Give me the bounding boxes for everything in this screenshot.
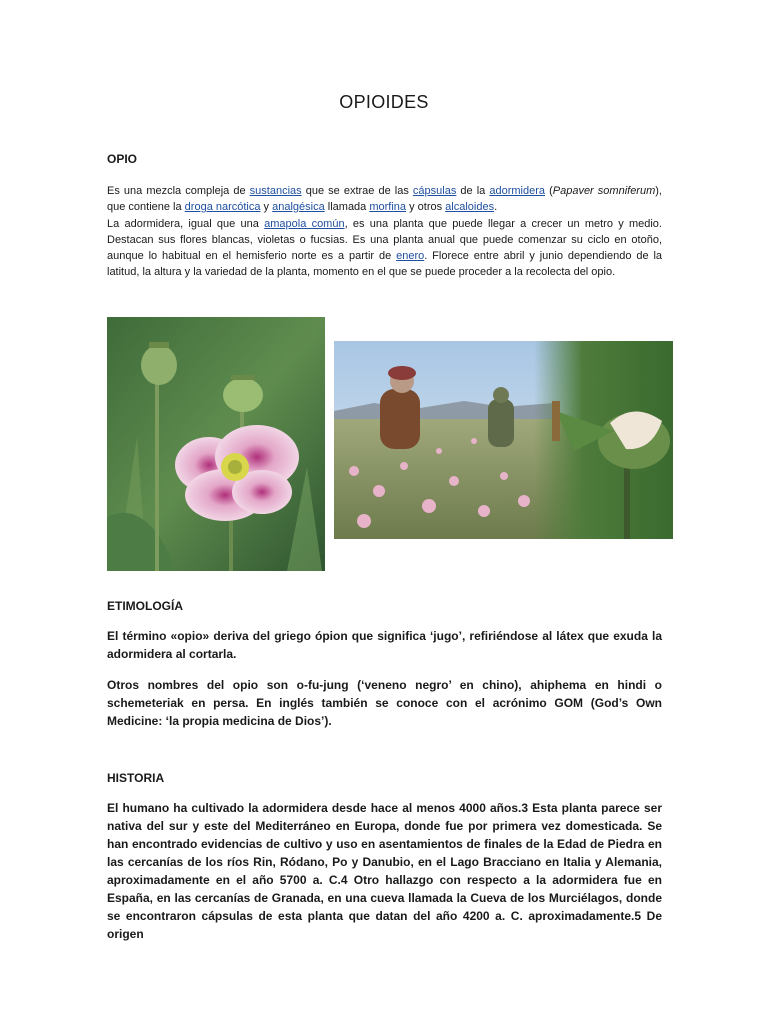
section-heading-etimologia: ETIMOLOGÍA	[107, 599, 183, 613]
link-droga-narcotica[interactable]: droga narcótica	[184, 201, 261, 213]
text-run: de la	[456, 185, 490, 197]
poppy-flower-photo	[107, 317, 325, 571]
section-heading-opio: OPIO	[107, 152, 138, 166]
text-run: .	[494, 201, 498, 213]
link-sustancias[interactable]: sustancias	[249, 185, 302, 197]
link-enero[interactable]: enero	[396, 250, 425, 262]
text-run: y	[260, 201, 273, 213]
text-run: La adormidera, igual que una	[107, 218, 265, 230]
text-run: ), que contiene la	[107, 185, 662, 213]
link-analgesica[interactable]: analgésica	[272, 201, 325, 213]
text-run: que se extrae de las	[301, 185, 413, 197]
text-run: llamada	[324, 201, 370, 213]
opio-paragraph-2	[107, 216, 662, 280]
text-run: . Florece entre abril y junio dependiendo de la latitud, la altura y la variedad de la planta, momento en el que se puede proceder a la recolecta del opio.	[107, 250, 663, 278]
text-run: , es una planta que puede llegar a crecer un metro y medio. Destacan sus flores blancas, violetas o fucsias. Es una planta anual que puede comenzar su ciclo en otoño, aunque lo habitual en el hemisferio norte es a partir de	[107, 218, 662, 262]
link-adormidera[interactable]: adormidera	[489, 185, 545, 197]
opio-paragraph-1	[107, 183, 662, 215]
italic-species-name: Papaver somniferum	[552, 185, 656, 197]
link-morfina[interactable]: morfina	[369, 201, 407, 213]
text-run: y otros	[406, 201, 446, 213]
poppy-field-harvest-photo	[334, 341, 673, 539]
section-heading-historia: HISTORIA	[107, 771, 165, 785]
link-amapola-comun[interactable]: amapola común	[264, 218, 345, 230]
historia-paragraph-1: El humano ha cultivado la adormidera desde hace al menos 4000 años.3 Esta planta parece ser nativa del sur y este del Mediterráneo en Europa, donde fue por primera vez domesticada. Se han encontrado evidencias de cultivo y uso en asentamientos de finales de la Edad de Piedra en las cercanías de los ríos Rin, Ródano, Po y Danubio, en el Lago Bracciano en Italia y Alemania, aproximadamente en el año 5700 a. C.4 Otro hallazgo con respecto a la adormidera fue en España, en las cercanías de Granada, en una cueva llamada la Cueva de los Murciélagos, donde se encontraron cápsulas de esta planta que datan del año 4200 a. C. aproximadamente.5 De origen	[107, 801, 662, 941]
text-run: (	[545, 185, 553, 197]
etimologia-paragraph-1: El término «opio» deriva del griego ópion que significa ‘jugo’, refiriéndose al látex que exuda la adormidera al cortarla.	[107, 629, 662, 661]
link-alcaloides[interactable]: alcaloides	[445, 201, 495, 213]
text-run: Es una mezcla compleja de	[107, 185, 250, 197]
etimologia-paragraph-2: Otros nombres del opio son o-fu-jung (‘veneno negro’ en chino), ahiphema en hindi o schemeteriak en persa. En inglés también se conoce con el acrónimo GOM (God’s Own Medicine: ‘la propia medicina de Dios’).	[107, 678, 662, 728]
link-capsulas[interactable]: cápsulas	[412, 185, 457, 197]
page-title: OPIOIDES	[339, 92, 429, 112]
